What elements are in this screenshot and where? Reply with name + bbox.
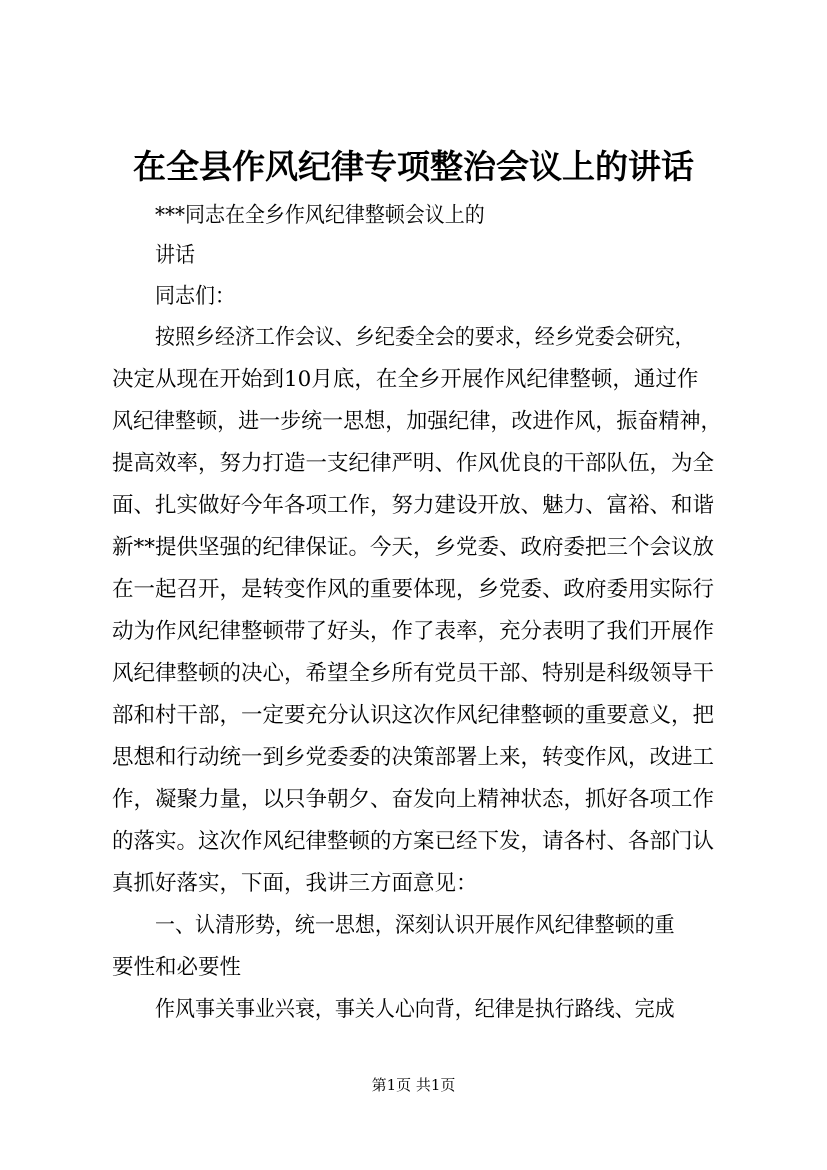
text-line: 思想和行动统一到乡党委委的决策部署上来，转变作风，改进工 bbox=[112, 745, 715, 770]
text-line: 部和村干部，一定要充分认识这次作风纪律整顿的重要意义，把 bbox=[112, 703, 715, 728]
text-line: 决定从现在开始到10月底，在全乡开展作风纪律整顿，通过作 bbox=[112, 367, 699, 392]
text-line: 按照乡经济工作会议、乡纪委全会的要求，经乡党委会研究， bbox=[155, 325, 695, 350]
text-line: ***同志在全乡作风纪律整顿会议上的 bbox=[155, 203, 485, 228]
page-footer: 第1页 共1页 bbox=[371, 1076, 456, 1094]
text-line: 新**提供坚强的纪律保证。今天，乡党委、政府委把三个会议放 bbox=[112, 535, 715, 560]
text-line: 风纪律整顿的决心，希望全乡所有党员干部、特别是科级领导干 bbox=[112, 661, 715, 686]
document-title: 在全县作风纪律专项整治会议上的讲话 bbox=[133, 147, 694, 186]
text-line: 讲话 bbox=[155, 243, 195, 268]
text-line: 作，凝聚力量，以只争朝夕、奋发向上精神状态，抓好各项工作 bbox=[112, 787, 715, 812]
section-heading-line: 一、认清形势，统一思想，深刻认识开展作风纪律整顿的重 bbox=[155, 913, 675, 938]
section-heading-line: 要性和必要性 bbox=[112, 955, 242, 980]
text-line: 面、扎实做好今年各项工作，努力建设开放、魅力、富裕、和谐 bbox=[112, 493, 715, 518]
text-line: 风纪律整顿，进一步统一思想，加强纪律，改进作风，振奋精神， bbox=[112, 409, 722, 434]
text-line: 作风事关事业兴衰，事关人心向背，纪律是执行路线、完成 bbox=[155, 997, 675, 1022]
text-line: 在一起召开，是转变作风的重要体现，乡党委、政府委用实际行 bbox=[112, 577, 715, 602]
text-line: 同志们： bbox=[155, 284, 235, 309]
text-line: 真抓好落实，下面，我讲三方面意见： bbox=[112, 871, 478, 896]
text-line: 的落实。这次作风纪律整顿的方案已经下发，请各村、各部门认 bbox=[112, 829, 715, 854]
text-line: 提高效率，努力打造一支纪律严明、作风优良的干部队伍，为全 bbox=[112, 451, 715, 476]
text-line: 动为作风纪律整顿带了好头，作了表率，充分表明了我们开展作 bbox=[112, 619, 715, 644]
